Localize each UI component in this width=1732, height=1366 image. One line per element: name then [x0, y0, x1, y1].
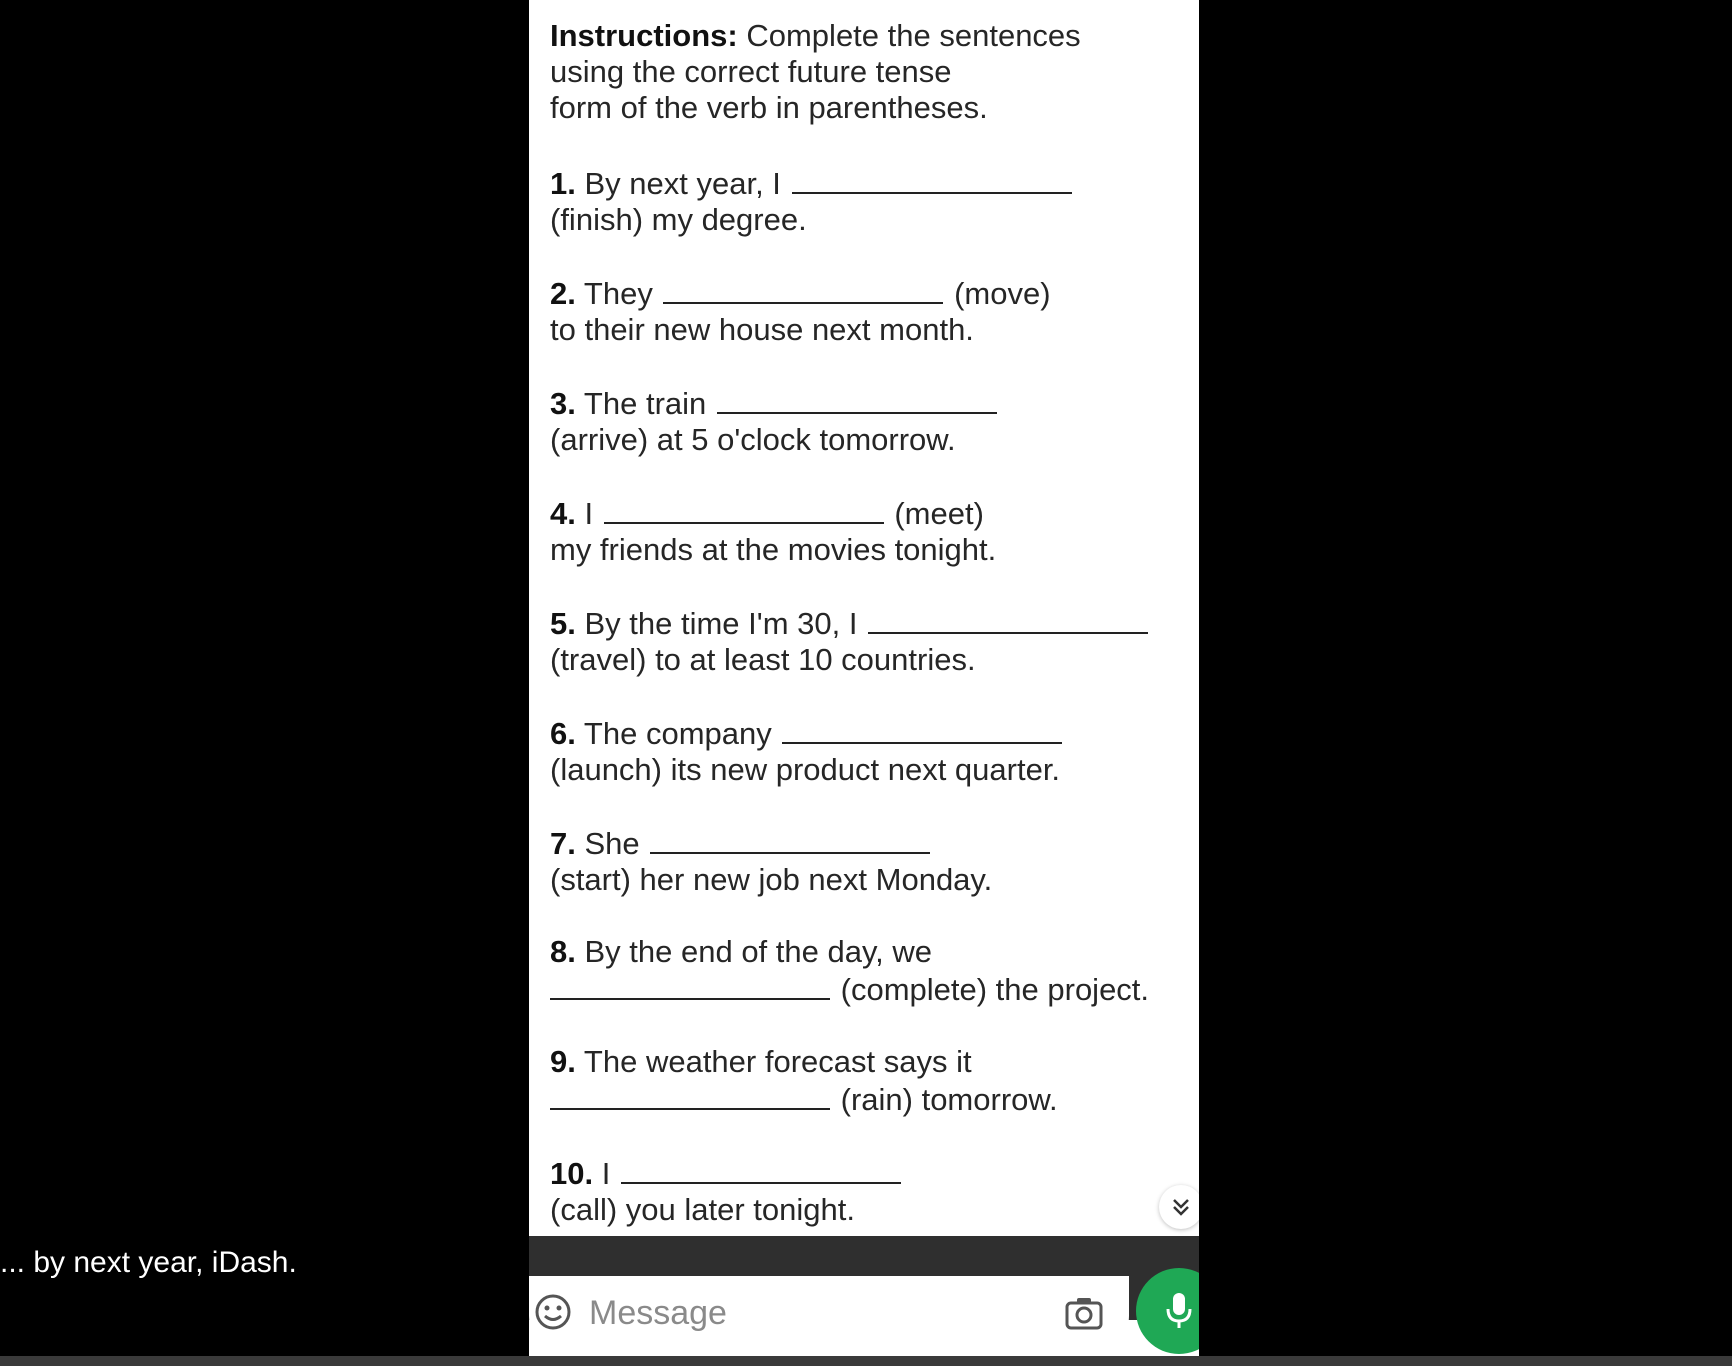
instructions-line: using the correct future tense	[550, 54, 952, 89]
scroll-to-bottom-button[interactable]	[1159, 1185, 1199, 1229]
item-text: (travel) to at least 10 countries.	[550, 642, 976, 677]
exercise-item	[550, 1044, 1190, 1118]
item-number: 8.	[550, 934, 576, 969]
item-text: I	[601, 1156, 611, 1191]
item-text: (complete) the project.	[840, 972, 1150, 1007]
item-number: 4.	[550, 496, 576, 531]
exercise-item	[550, 384, 1190, 458]
answer-blank	[782, 714, 1062, 744]
item-text: The train	[583, 386, 707, 421]
exercise-item	[550, 934, 1190, 1008]
instructions	[550, 18, 1190, 126]
item-verb: (move)	[954, 276, 1051, 311]
answer-blank	[621, 1154, 901, 1184]
answer-blank	[792, 164, 1072, 194]
item-number: 9.	[550, 1044, 576, 1079]
answer-blank	[650, 824, 930, 854]
answer-blank	[604, 494, 884, 524]
exercise-item	[550, 274, 1190, 348]
item-text: (launch) its new product next quarter.	[550, 752, 1061, 787]
exercise-item	[550, 604, 1190, 678]
exercise-item	[550, 1154, 1190, 1228]
item-text: The company	[583, 716, 772, 751]
answer-blank	[550, 1080, 830, 1110]
item-text: (start) her new job next Monday.	[550, 862, 993, 897]
worksheet	[550, 18, 1190, 1264]
item-text: (rain) tomorrow.	[840, 1082, 1058, 1117]
item-text: (call) you later tonight.	[550, 1192, 855, 1227]
item-number: 2.	[550, 276, 576, 311]
instructions-line: Complete the sentences	[746, 18, 1081, 53]
item-verb: (meet)	[894, 496, 984, 531]
item-number: 10.	[550, 1156, 594, 1191]
video-caption: ... by next year, iDash.	[0, 1246, 297, 1279]
phone-screen	[529, 0, 1199, 1356]
microphone-icon	[1164, 1291, 1194, 1331]
exercise-item	[550, 494, 1190, 568]
item-text: (finish) my degree.	[550, 202, 807, 237]
item-text: By the end of the day, we	[584, 934, 933, 969]
emoji-icon[interactable]	[533, 1292, 573, 1332]
answer-blank	[868, 604, 1148, 634]
item-text: They	[583, 276, 653, 311]
message-composer	[529, 1276, 1129, 1350]
message-input[interactable]: Message	[589, 1294, 727, 1332]
exercise-item	[550, 824, 1190, 898]
answer-blank	[550, 970, 830, 1000]
answer-blank	[717, 384, 997, 414]
instructions-label: Instructions:	[550, 18, 738, 53]
item-text: By next year, I	[584, 166, 781, 201]
item-number: 6.	[550, 716, 576, 751]
item-number: 5.	[550, 606, 576, 641]
item-text: to their new house next month.	[550, 312, 974, 347]
item-number: 3.	[550, 386, 576, 421]
exercise-item	[550, 164, 1190, 238]
answer-blank	[663, 274, 943, 304]
item-text: She	[584, 826, 640, 861]
item-text: my friends at the movies tonight.	[550, 532, 997, 567]
item-text: I	[584, 496, 594, 531]
item-text: The weather forecast says it	[583, 1044, 972, 1079]
item-number: 7.	[550, 826, 576, 861]
item-text: By the time I'm 30, I	[584, 606, 858, 641]
exercise-item	[550, 714, 1190, 788]
item-text: (arrive) at 5 o'clock tomorrow.	[550, 422, 956, 457]
double-chevron-down-icon	[1169, 1195, 1193, 1219]
bottom-bar	[0, 1356, 1732, 1366]
camera-icon[interactable]	[1064, 1294, 1104, 1332]
item-number: 1.	[550, 166, 576, 201]
instructions-line: form of the verb in parentheses.	[550, 90, 988, 125]
